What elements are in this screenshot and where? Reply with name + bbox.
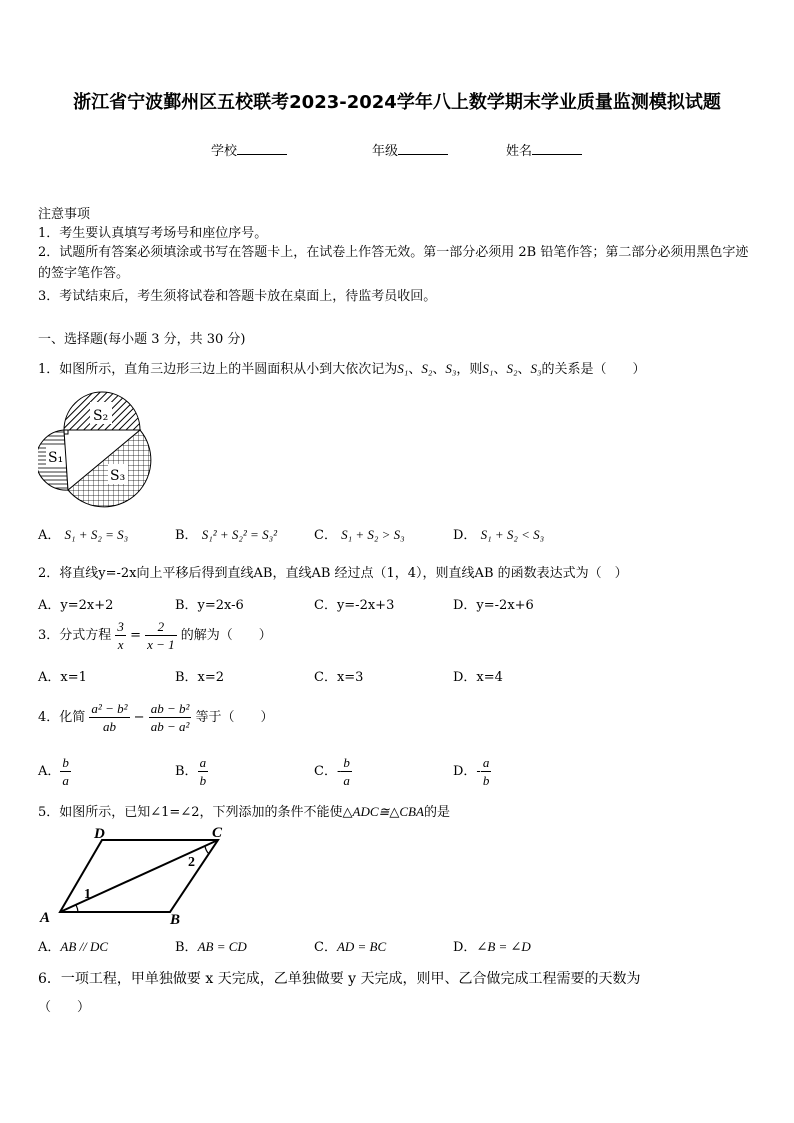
note-3: 3．考试结束后，考生须将试卷和答题卡放在桌面上，待监考员收回。 <box>38 289 437 304</box>
q4-fraction-2: $\frac{\text{ab − b²}}{\text{ab − a²}}$ <box>150 701 190 734</box>
vertex-b: B <box>170 912 181 928</box>
question-6-answer-paren: （ ） <box>38 1000 91 1015</box>
question-5-stem: 5．如图所示，已知∠1=∠2，下列添加的条件不能使△ADC≅△CBA的是 <box>38 804 450 820</box>
q4-fraction-1: $\frac{\text{a² − b²}}{ab}$ <box>91 701 128 734</box>
q1-option-c[interactable]: C． S₁ + S₂ > S₃ <box>314 527 405 543</box>
q5-option-c[interactable]: C．AD = BC <box>314 939 387 955</box>
q3-fraction-1: $\frac{3}{x}$ <box>117 619 124 652</box>
q4-option-c[interactable]: C．- $\frac{b}{a}$ <box>314 755 350 788</box>
angle-2-label: 2 <box>188 855 195 870</box>
grade-field: 年级 <box>372 140 448 159</box>
q2-option-b[interactable]: B．y=2x-6 <box>175 598 244 613</box>
q3-fraction-2: $\frac{2}{x - 1}$ <box>147 619 175 652</box>
q3-option-a[interactable]: A．x=1 <box>38 670 87 685</box>
school-field: 学校 <box>211 140 287 159</box>
note-2: 2．试题所有答案必须填涂或书写在答题卡上，在试卷上作答无效。第一部分必须用 2B 铅笔作答；第二部分必须用黑色字迹的签字笔作答。 <box>38 245 749 281</box>
vertex-d: D <box>94 826 105 842</box>
q1-option-d[interactable]: D． S₁ + S₂ < S₃ <box>453 527 545 543</box>
q2-option-a[interactable]: A．y=2x+2 <box>38 598 114 613</box>
question-6-stem: 6．一项工程，甲单独做要 x 天完成，乙单独做要 y 天完成，则甲、乙合做完成工程需要的天数为 <box>38 971 641 987</box>
q5-option-d[interactable]: D．∠B = ∠D <box>453 939 531 955</box>
parallelogram-figure <box>38 824 238 928</box>
question-2-stem: 2．将直线y=-2x向上平移后得到直线AB，直线AB 经过点（1，4），则直线AB 的函数表达式为（ ） <box>38 566 628 581</box>
vertex-a: A <box>40 910 51 926</box>
q1-option-a[interactable]: A． S₁ + S₂ = S₃ <box>38 527 129 543</box>
section-heading: 一、选择题(每小题 3 分，共 30 分) <box>38 332 246 347</box>
label-s3: S₃ <box>110 468 126 484</box>
q2-option-d[interactable]: D．y=-2x+6 <box>453 598 534 613</box>
notes-heading: 注意事项 <box>38 207 91 222</box>
note-1: 1．考生要认真填写考场号和座位序号。 <box>38 226 268 241</box>
label-s2: S₂ <box>93 408 109 424</box>
page-title: 浙江省宁波鄞州区五校联考2023-2024学年八上数学期末学业质量监测模拟试题 <box>73 92 721 113</box>
q5-option-a[interactable]: A．AB // DC <box>38 939 109 955</box>
vertex-c: C <box>212 825 223 841</box>
q4-option-b[interactable]: B． $\frac{a}{b}$ <box>175 755 207 788</box>
q3-option-c[interactable]: C．x=3 <box>314 670 364 685</box>
q3-option-b[interactable]: B．x=2 <box>175 670 225 685</box>
question-3-stem: 3．分式方程 $\frac{3}{x}$ = $\frac{2}{x - 1}$ 的解为（ ） <box>38 619 272 652</box>
q1-option-b[interactable]: B． S₁² + S₂² = S₃² <box>175 527 277 543</box>
question-1-stem: 1．如图所示，直角三边形三边上的半圆面积从小到大依次记为S₁、S₂、S₃，则S₁、S₂、S₃的关系是（ ） <box>38 361 646 377</box>
q5-option-b[interactable]: B．AB = CD <box>175 939 247 955</box>
semicircle-figure <box>38 390 154 512</box>
q4-option-a[interactable]: A． $\frac{b}{a}$ <box>38 755 69 788</box>
q2-option-c[interactable]: C．y=-2x+3 <box>314 598 395 613</box>
q4-option-d[interactable]: D．- $\frac{a}{b}$ <box>453 755 490 788</box>
label-s1: S₁ <box>48 450 64 466</box>
q3-option-d[interactable]: D．x=4 <box>453 670 503 685</box>
angle-1-label: 1 <box>84 887 91 902</box>
question-4-stem: 4．化简 $\frac{\text{a² − b²}}{ab}$ − $\frac{\text{ab − b²}}{\text{ab − a²}}$ 等于（ ） <box>38 701 274 734</box>
name-field: 姓名 <box>506 140 582 159</box>
